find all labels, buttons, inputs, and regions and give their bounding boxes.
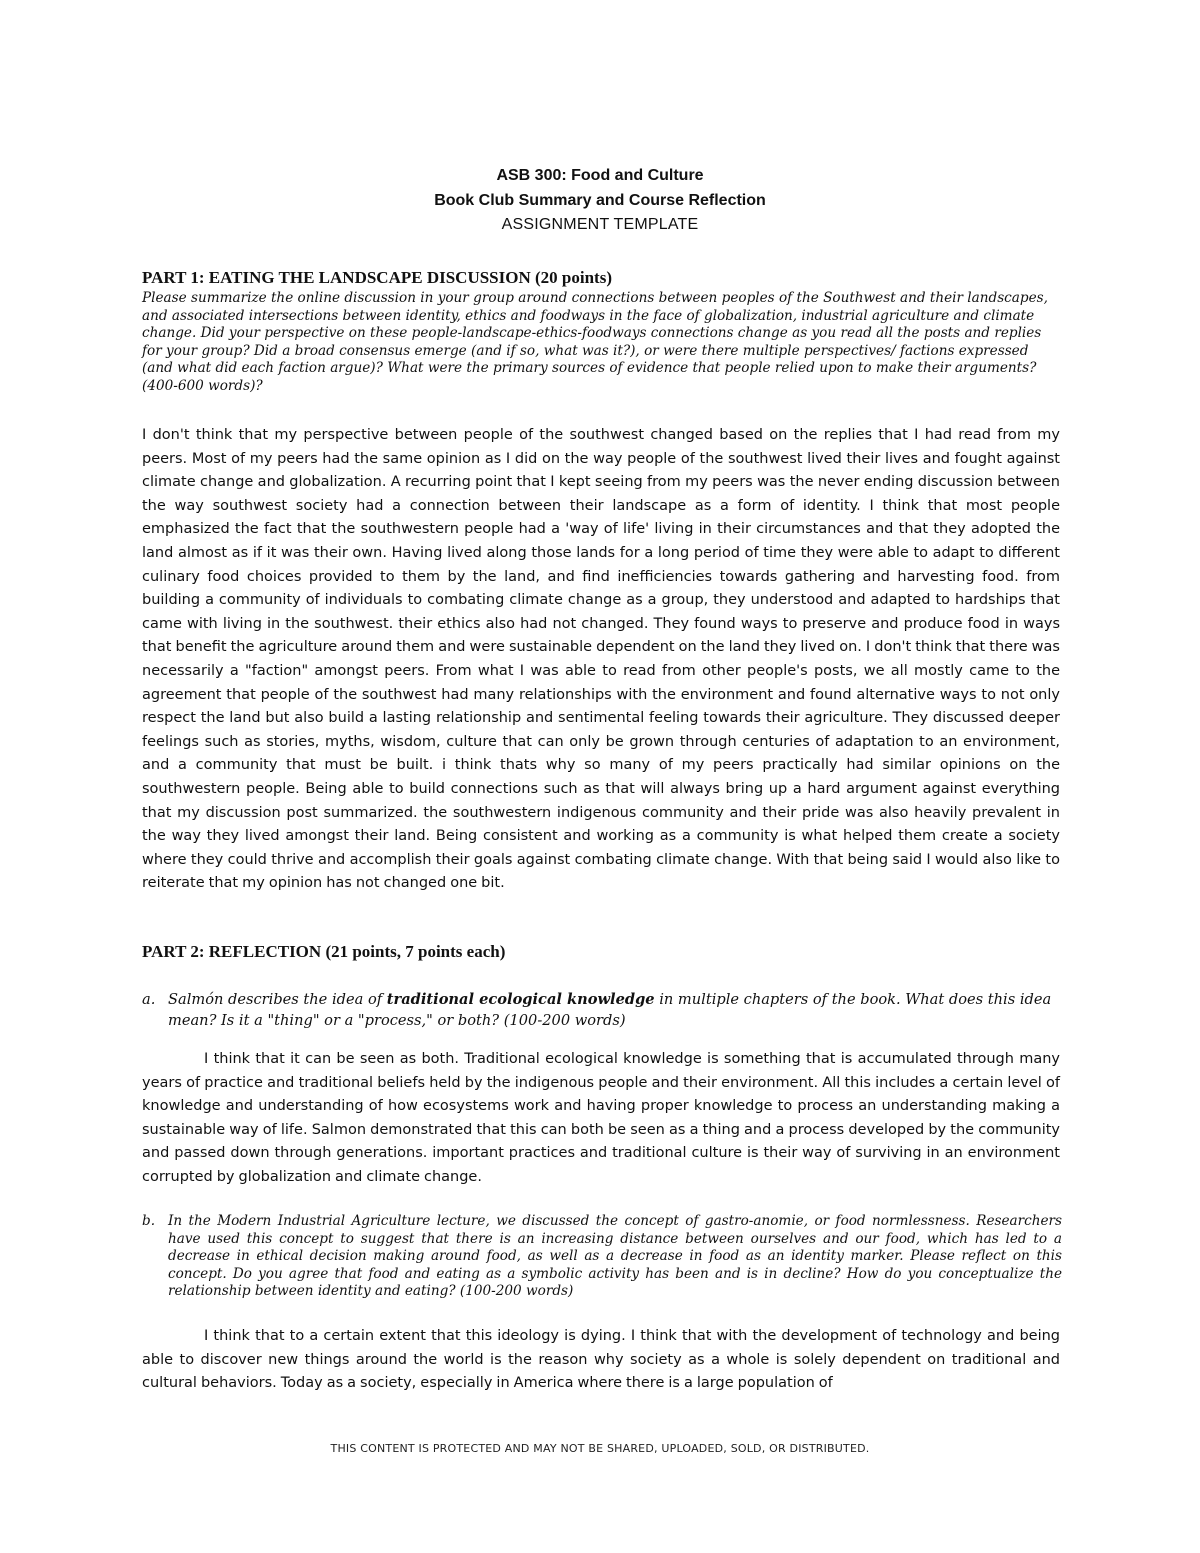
copyright-notice: THIS CONTENT IS PROTECTED AND MAY NOT BE SHARED, UPLOADED, SOLD, OR DISTRIBUTED. [330, 1442, 870, 1455]
part1-heading [142, 267, 1062, 289]
question-a-letter: a. [142, 991, 156, 1008]
part1-prompt: Please summarize the online discussion in your group around connections between peoples of the Southwest and their landscapes, and associated intersections between identity, ethics and foodways in the face of globalization, industrial agriculture and climate change. Did your perspective on these people-landscape-ethics-foodways connections change as you read all the posts and replies for your group? Did a broad consensus emerge (and if so, what was it?), or were there multiple perspectives/ factions expressed (and what did each faction argue)? What were the primary sources of evidence that people relied upon to make their arguments? (400-600 words)? [142, 290, 1048, 394]
question-b-answer: I think that to a certain extent that this ideology is dying. I think that with the development of technology and being able to discover new things around the world is the reason why society as a whole is solely dependent on traditional and cultural behaviors. Today as a society, especially in America where there is a large population of [142, 1328, 1060, 1392]
question-a-answer: I think that it can be seen as both. Traditional ecological knowledge is something that is accumulated through many years of practice and traditional beliefs held by the indigenous people and their environment. All this includes a certain level of knowledge and understanding of how ecosystems work and having proper knowledge to process an understanding making a sustainable way of life. Salmon demonstrated that this can both be seen as a thing and a process developed by the community and passed down through generations. important practices and traditional culture is their way of surviving in an environment corrupted by globalization and climate change. [142, 1051, 1060, 1185]
assignment-subtitle: Book Club Summary and Course Reflection [434, 191, 766, 209]
question-b [142, 1213, 1062, 1301]
question-b-letter: b. [142, 1213, 156, 1229]
part2-heading-text: PART 2: REFLECTION [142, 942, 322, 961]
question-a-keyword: traditional ecological knowledge [386, 991, 655, 1008]
part1-answer: I don't think that my perspective between people of the southwest changed based on the replies that I had read from my peers. Most of my peers had the same opinion as I did on the way people of the southwest lived their lives and fought against climate change and globalization. A recurring point that I kept seeing from my peers was the never ending discussion between the way southwest society had a connection between their landscape as a form of identity. I think that most people emphasized the fact that the southwestern people had a 'way of life' living in their circumstances and that they adopted the land almost as if it was their own. Having lived along those lands for a long period of time they were able to adapt to different culinary food choices provided to them by the land, and find inefficiencies towards gathering and harvesting food. from building a community of individuals to combating climate change as a group, they understood and adapted to hardships that came with living in the southwest. their ethics also had not changed. They found ways to preserve and produce food in ways that benefit the agriculture around them and were sustainable dependent on the land they lived on. I don't think that there was necessarily a "faction" amongst peers. From what I was able to read from other people's posts, we all mostly came to the agreement that people of the southwest had many relationships with the environment and found alternative ways to not only respect the land but also build a lasting relationship and sentimental feeling towards their agriculture. They discussed deeper feelings such as stories, myths, wisdom, culture that can only be grown through centuries of adaptation to an environment, and a community that must be built. i think thats why so many of my peers practically had similar opinions on the southwestern people. Being able to build connections such as that will always bring up a hard argument against everything that my discussion post summarized. the southwestern indigenous community and their pride was also heavily prevalent in the way they lived amongst their land. Being consistent and working as a community is what helped them create a society where they could thrive and accomplish their goals against combating climate change. With that being said I would also like to reiterate that my opinion has not changed one bit. [142, 427, 1060, 892]
part2-heading [142, 941, 1062, 963]
template-label: ASSIGNMENT TEMPLATE [501, 216, 699, 233]
document-header [0, 164, 1200, 238]
part2-points: (21 points, 7 points each) [325, 942, 506, 961]
part1-heading-text: PART 1: EATING THE LANDSCAPE DISCUSSION [142, 268, 531, 287]
part1-points: (20 points) [535, 268, 612, 287]
question-a-text [168, 989, 1062, 1031]
question-a [142, 989, 1062, 1031]
question-a-text-before: Salmón describes the idea of [168, 991, 387, 1008]
question-b-text: In the Modern Industrial Agriculture lecture, we discussed the concept of gastro-anomie, or food normlessness. Researchers have used this concept to suggest that there is an increasing distance between ourselves and our food, which has led to a decrease in ethical decision making around food, as well as a decrease in food as an identity marker. Please reflect on this concept. Do you agree that food and eating as a symbolic activity has been and is in decline? How do you conceptualize the relationship between identity and eating? (100-200 words) [168, 1213, 1062, 1300]
question-a-text-after: in multiple chapters of the book. What does this idea mean? Is it a "thing" or a "process," or both? (100-200 words) [168, 991, 1052, 1029]
course-title: ASB 300: Food and Culture [496, 167, 704, 184]
